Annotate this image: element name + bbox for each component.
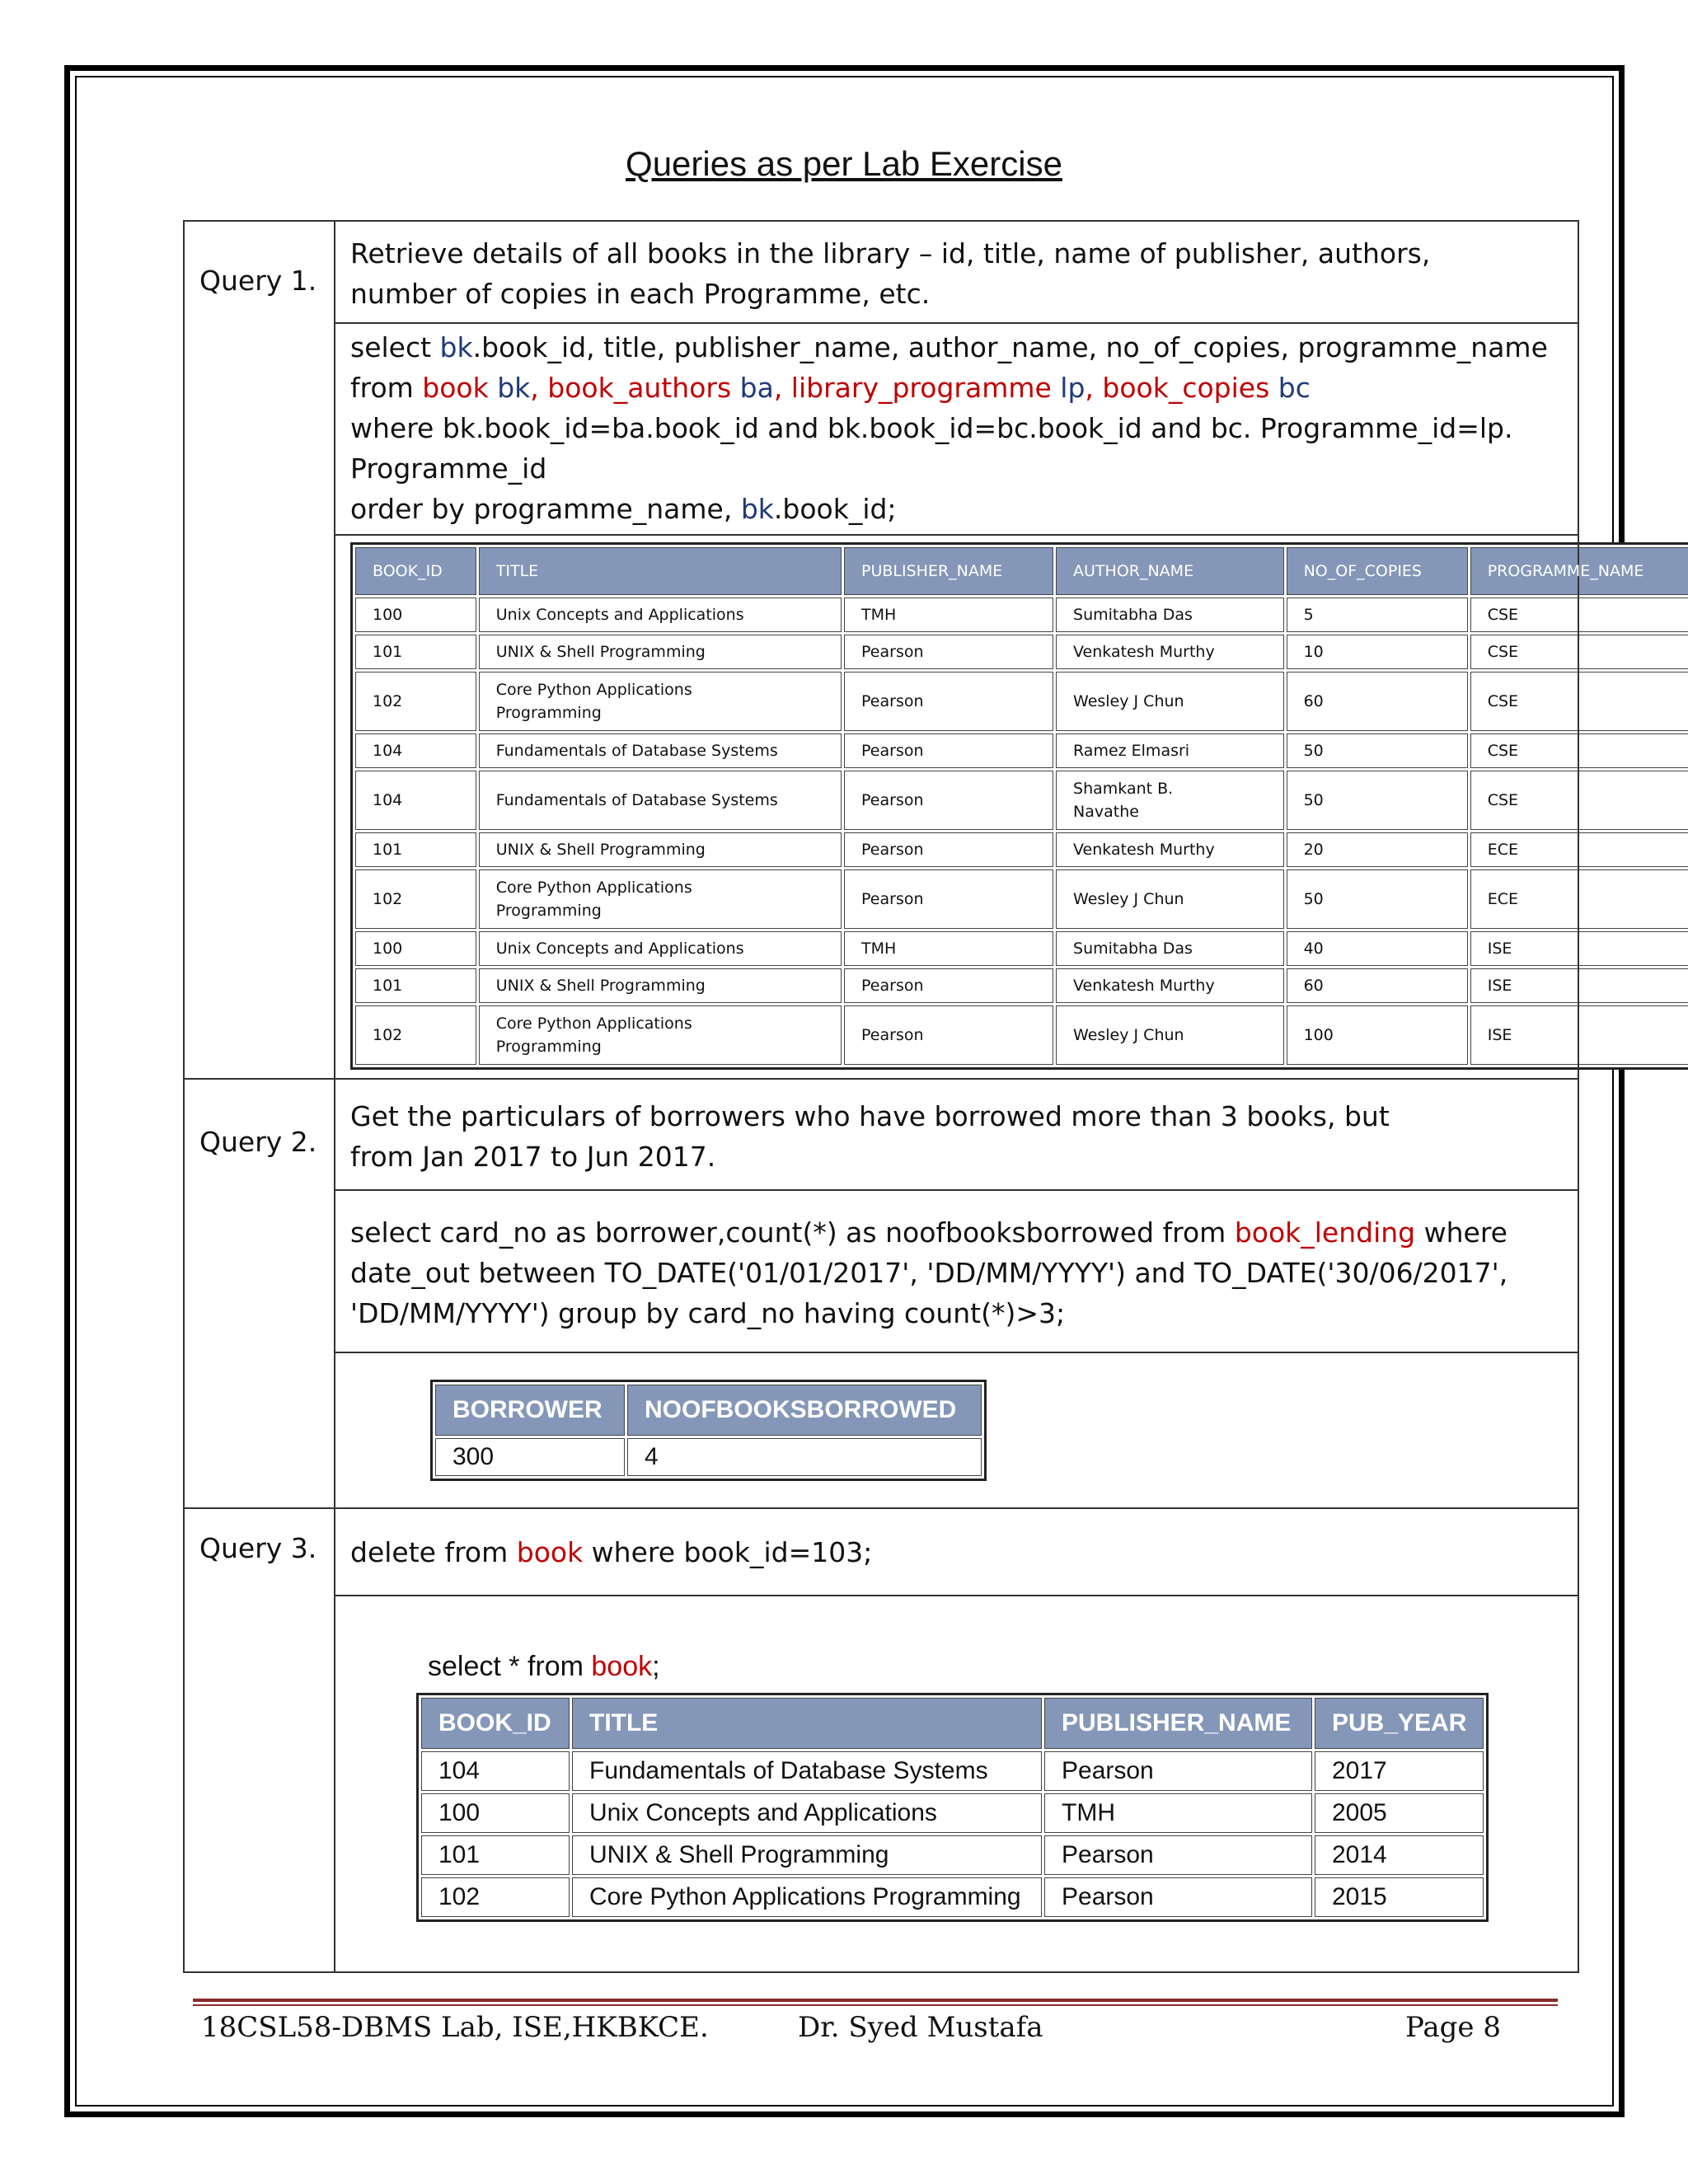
table-cell — [572, 1877, 1042, 1917]
table-cell — [1056, 1005, 1284, 1065]
table-row — [355, 832, 1688, 867]
cell-text: UNIX & Shell Programming — [495, 977, 706, 995]
table-cell — [355, 931, 476, 966]
cell-text: 300 — [452, 1443, 495, 1470]
table-cell — [1056, 968, 1284, 1003]
table-cell — [355, 968, 476, 1003]
table-row — [355, 1005, 1688, 1065]
table-cell — [1056, 771, 1284, 830]
table-cell — [1470, 869, 1688, 929]
query3-sql: delete from book where book_id=103; — [335, 1508, 1578, 1596]
table-cell — [572, 1793, 1042, 1833]
table-cell — [844, 672, 1053, 731]
table-cell — [355, 635, 476, 669]
cell-text: Unix Concepts and Applications — [589, 1799, 937, 1826]
cell-text: CSE — [1487, 692, 1519, 710]
cell-text: UNIX & Shell Programming — [495, 841, 706, 859]
query2-description: Get the particulars of borrowers who have borrowed more than 3 books, but from Jan 2017 to Jun 2017. — [335, 1079, 1578, 1190]
table-cell — [355, 733, 476, 768]
query1-sql: select bk.book_id, title, publisher_name, author_name, no_of_copies, programme_name from book bk, book_authors ba, library_programme lp, book_copies bc where bk.book_id=ba.book_id and bk.book_id=bc.book_id and bc. Programme_id=lp. Programme_id order by programme_name, bk.book_id; — [335, 323, 1578, 535]
table-cell — [844, 1005, 1053, 1065]
table-cell — [355, 771, 476, 830]
table-cell — [627, 1438, 982, 1476]
cell-text: 20 — [1303, 841, 1324, 859]
cell-text: TMH — [1062, 1799, 1115, 1826]
cell-text: 101 — [373, 977, 403, 995]
table-cell — [844, 968, 1053, 1003]
table-row — [355, 672, 1688, 731]
cell-text: CSE — [1487, 791, 1519, 809]
table-cell — [479, 968, 842, 1003]
query2-label: Query 2. — [184, 1079, 335, 1508]
cell-text: 4 — [645, 1443, 659, 1470]
cell-text: Pearson — [861, 890, 924, 908]
table-cell — [1044, 1835, 1312, 1875]
table-cell — [844, 931, 1053, 966]
cell-text: CSE — [1487, 606, 1519, 624]
table-cell — [1287, 771, 1468, 830]
table-row — [355, 968, 1688, 1003]
query2-sql: select card_no as borrower,count(*) as noofbooksborrowed from book_lending where date_out between TO_DATE('01/01/2017', 'DD/MM/YYYY') and TO_DATE('30/06/2017', 'DD/MM/YYYY') group by card_no having count(*)>3; — [335, 1190, 1578, 1352]
table-cell — [1287, 869, 1468, 929]
cell-text: Unix Concepts and Applications — [495, 606, 744, 624]
cell-text: Pearson — [861, 643, 924, 661]
cell-text: Pearson — [1062, 1883, 1154, 1910]
query3-label: Query 3. — [184, 1508, 335, 1972]
table-row — [421, 1793, 1484, 1833]
table-cell — [355, 832, 476, 867]
query1-result-cell — [335, 535, 1644, 1079]
cell-text: 104 — [438, 1757, 481, 1784]
cell-text: 2005 — [1332, 1799, 1387, 1826]
table-cell — [1056, 672, 1284, 731]
column-header: BOOK_ID — [421, 1698, 570, 1749]
cell-text: Core Python Applications Programming — [589, 1883, 1021, 1910]
table-cell — [1044, 1793, 1312, 1833]
cell-text: 101 — [373, 841, 403, 859]
cell-text: 100 — [1303, 1026, 1334, 1044]
cell-text: Sumitabha Das — [1073, 606, 1193, 624]
cell-text: 50 — [1303, 890, 1324, 908]
table-cell — [1056, 869, 1284, 929]
cell-text: 60 — [1303, 977, 1324, 995]
cell-text: Core Python Applications — [495, 681, 692, 699]
table-cell — [844, 832, 1053, 867]
table-cell — [1287, 635, 1468, 669]
table-row — [435, 1438, 982, 1476]
table-cell — [572, 1835, 1042, 1875]
table-cell — [1315, 1751, 1484, 1791]
cell-text: 100 — [373, 606, 403, 624]
table-cell — [1056, 931, 1284, 966]
cell-text: Sumitabha Das — [1073, 940, 1193, 958]
table-cell — [844, 771, 1053, 830]
column-header: PUBLISHER_NAME — [844, 547, 1053, 595]
table-row — [421, 1751, 1484, 1791]
column-header: BORROWER — [435, 1385, 625, 1436]
table-row — [355, 635, 1688, 669]
cell-text: Fundamentals of Database Systems — [495, 791, 778, 809]
cell-text: Pearson — [861, 791, 924, 809]
query3-result-cell — [335, 1596, 1578, 1972]
table-cell — [421, 1877, 570, 1917]
table-cell — [479, 598, 842, 632]
table-cell — [355, 869, 476, 929]
cell-text: Wesley J Chun — [1073, 692, 1184, 710]
cell-text: 101 — [438, 1841, 481, 1868]
table-cell — [1044, 1751, 1312, 1791]
table-cell — [479, 635, 842, 669]
cell-text: ISE — [1487, 940, 1512, 958]
cell-text: 104 — [373, 742, 403, 760]
footer-rule — [193, 1999, 1558, 2002]
table-cell — [844, 869, 1053, 929]
cell-text: 100 — [373, 940, 403, 958]
cell-text: 102 — [373, 890, 403, 908]
table-cell — [421, 1793, 570, 1833]
cell-text: 2014 — [1332, 1841, 1387, 1868]
footer-author: Dr. Syed Mustafa — [798, 2011, 1043, 2044]
table-cell — [1044, 1877, 1312, 1917]
column-header: PUBLISHER_NAME — [1044, 1698, 1312, 1749]
cell-text: 100 — [438, 1799, 481, 1826]
column-header: AUTHOR_NAME — [1056, 547, 1284, 595]
cell-text: CSE — [1487, 742, 1519, 760]
table-row — [355, 598, 1688, 632]
cell-text: UNIX & Shell Programming — [589, 1841, 889, 1868]
table-row — [355, 771, 1688, 830]
cell-text: ISE — [1487, 1026, 1512, 1044]
cell-text: Venkatesh Murthy — [1073, 977, 1215, 995]
cell-text: 50 — [1303, 791, 1324, 809]
cell-text: UNIX & Shell Programming — [495, 643, 706, 661]
cell-text: Unix Concepts and Applications — [495, 940, 744, 958]
table-cell — [1287, 598, 1468, 632]
table-cell — [1470, 771, 1688, 830]
table-cell — [1287, 733, 1468, 768]
table-cell — [355, 1005, 476, 1065]
cell-text: Programming — [495, 902, 602, 920]
table-cell — [1056, 733, 1284, 768]
table-cell — [355, 672, 476, 731]
cell-text: Pearson — [861, 742, 924, 760]
cell-text: Shamkant B. — [1073, 780, 1174, 798]
cell-text: 5 — [1303, 606, 1314, 624]
cell-text: ISE — [1487, 977, 1512, 995]
cell-text: Wesley J Chun — [1073, 890, 1184, 908]
column-header: PROGRAMME_NAME — [1470, 547, 1688, 595]
table-cell — [572, 1751, 1042, 1791]
cell-text: 102 — [438, 1883, 481, 1910]
footer-rule-thin — [193, 2004, 1558, 2006]
cell-text: ECE — [1487, 841, 1518, 859]
cell-text: Pearson — [861, 1026, 924, 1044]
cell-text: ECE — [1487, 890, 1518, 908]
cell-text: Pearson — [861, 977, 924, 995]
cell-text: Fundamentals of Database Systems — [495, 742, 778, 760]
cell-text: Pearson — [1062, 1757, 1154, 1784]
table-row — [421, 1877, 1484, 1917]
table-cell — [1470, 1005, 1688, 1065]
column-header: NOOFBOOKSBORROWED — [627, 1385, 982, 1436]
cell-text: Fundamentals of Database Systems — [589, 1757, 988, 1784]
query2-result-table — [430, 1380, 987, 1481]
table-cell — [1470, 968, 1688, 1003]
table-row — [355, 869, 1688, 929]
column-header: BOOK_ID — [355, 547, 476, 595]
table-cell — [1287, 931, 1468, 966]
table-cell — [1056, 635, 1284, 669]
column-header: PUB_YEAR — [1315, 1698, 1484, 1749]
table-cell — [1470, 832, 1688, 867]
cell-text: Navathe — [1073, 803, 1139, 821]
cell-text: 2017 — [1332, 1757, 1387, 1784]
table-cell — [844, 635, 1053, 669]
cell-text: 50 — [1303, 742, 1324, 760]
queries-table — [183, 220, 1644, 1973]
table-cell — [479, 771, 842, 830]
table-cell — [479, 733, 842, 768]
cell-text: Core Python Applications — [495, 879, 692, 897]
cell-text: Programming — [495, 704, 602, 722]
cell-text: TMH — [861, 940, 897, 958]
cell-text: Pearson — [1062, 1841, 1154, 1868]
cell-text: Pearson — [861, 841, 924, 859]
column-header: TITLE — [572, 1698, 1042, 1749]
footer-course: 18CSL58-DBMS Lab, ISE,HKBKCE. — [201, 2011, 709, 2044]
cell-text: Wesley J Chun — [1073, 1026, 1184, 1044]
table-cell — [1315, 1793, 1484, 1833]
table-cell — [355, 598, 476, 632]
table-cell — [479, 869, 842, 929]
table-cell — [1470, 931, 1688, 966]
table-cell — [421, 1751, 570, 1791]
query2-result-cell — [335, 1352, 1578, 1508]
cell-text: 2015 — [1332, 1883, 1387, 1910]
table-cell — [1056, 598, 1284, 632]
cell-text: Ramez Elmasri — [1073, 742, 1190, 760]
query3-select-statement: select * from book; — [428, 1651, 660, 1682]
query1-description: Retrieve details of all books in the library – id, title, name of publisher, authors, number of copies in each Programme, etc. — [335, 221, 1578, 323]
cell-text: Programming — [495, 1038, 602, 1056]
cell-text: 10 — [1303, 643, 1324, 661]
table-cell — [479, 832, 842, 867]
query1-label: Query 1. — [184, 221, 335, 1079]
query3-result-table — [416, 1693, 1489, 1922]
table-cell — [1315, 1835, 1484, 1875]
cell-text: 102 — [373, 692, 403, 710]
table-row — [355, 733, 1688, 768]
table-cell — [479, 1005, 842, 1065]
table-row — [421, 1835, 1484, 1875]
table-cell — [844, 733, 1053, 768]
table-cell — [844, 598, 1053, 632]
table-cell — [1470, 635, 1688, 669]
cell-text: 101 — [373, 643, 403, 661]
cell-text: 40 — [1303, 940, 1324, 958]
column-header: TITLE — [479, 547, 842, 595]
cell-text: 60 — [1303, 692, 1324, 710]
cell-text: 104 — [373, 791, 403, 809]
table-cell — [1315, 1877, 1484, 1917]
table-cell — [1287, 832, 1468, 867]
table-cell — [479, 931, 842, 966]
table-cell — [1470, 672, 1688, 731]
table-cell — [1056, 832, 1284, 867]
cell-text: Venkatesh Murthy — [1073, 643, 1215, 661]
query1-result-table — [350, 542, 1688, 1070]
table-cell — [479, 672, 842, 731]
table-cell — [435, 1438, 625, 1476]
cell-text: TMH — [861, 606, 897, 624]
table-cell — [421, 1835, 570, 1875]
table-cell — [1287, 1005, 1468, 1065]
cell-text: CSE — [1487, 643, 1519, 661]
cell-text: Core Python Applications — [495, 1015, 692, 1033]
cell-text: Pearson — [861, 692, 924, 710]
footer-page-number: Page 8 — [1405, 2011, 1501, 2044]
cell-text: 102 — [373, 1026, 403, 1044]
table-row — [355, 931, 1688, 966]
table-cell — [1287, 672, 1468, 731]
column-header: NO_OF_COPIES — [1287, 547, 1468, 595]
cell-text: Venkatesh Murthy — [1073, 841, 1215, 859]
table-cell — [1287, 968, 1468, 1003]
page-title: Queries as per Lab Exercise — [626, 144, 1062, 183]
table-cell — [1470, 598, 1688, 632]
table-cell — [1470, 733, 1688, 768]
